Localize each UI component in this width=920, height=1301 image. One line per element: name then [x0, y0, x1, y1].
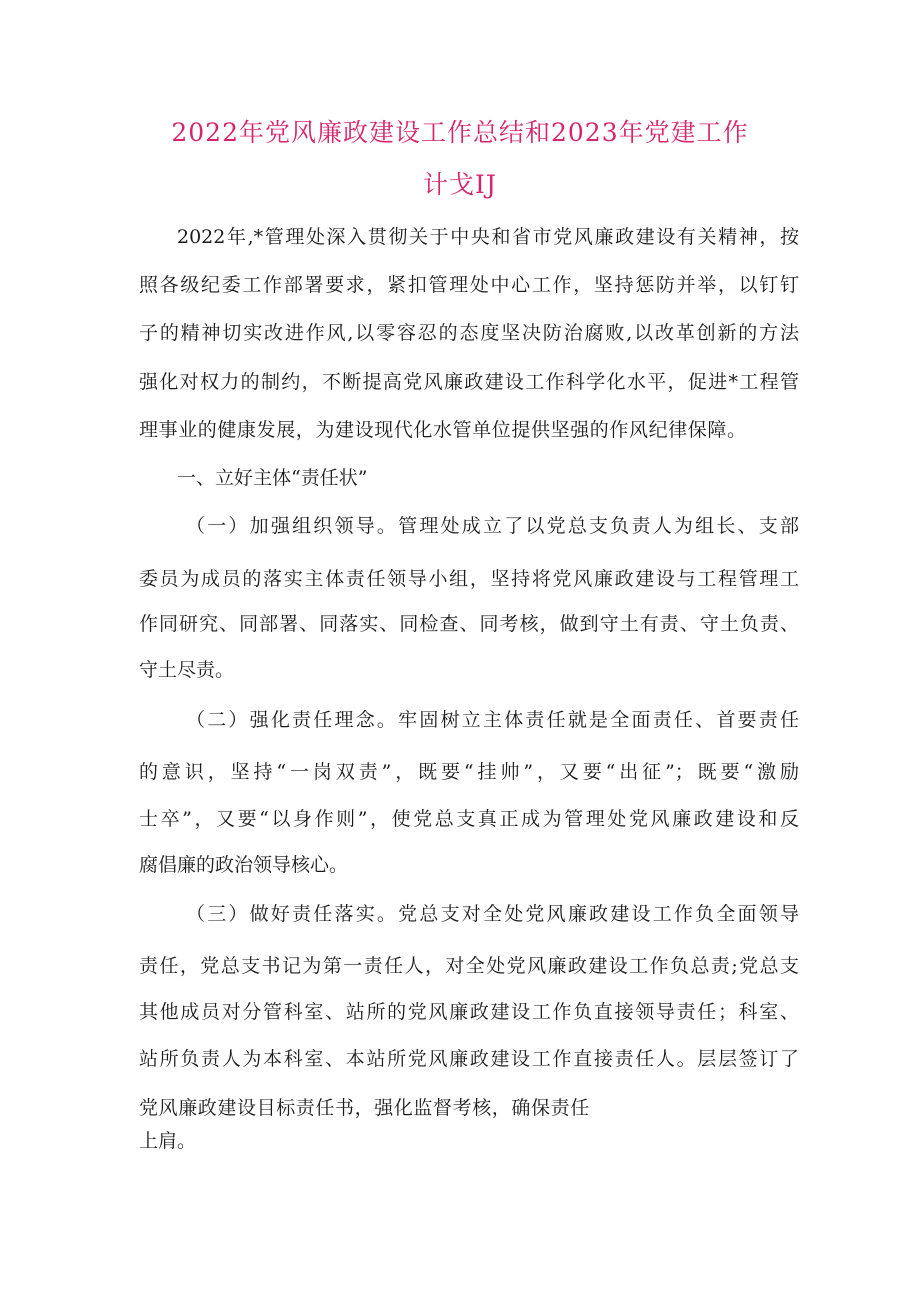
paragraph-line: 照各级纪委工作部署要求，紧扣管理处中心工作，坚持惩防并举，以钉钉 [139, 274, 799, 296]
paragraph-line: 强化对权力的制约，不断提高党风廉政建设工作科学化水平，促进*工程管 [139, 371, 799, 393]
paragraph-line: 2022年,*管理处深入贯彻关于中央和省市党风廉政建设有关精神，按 [177, 226, 799, 248]
paragraph-line: 其他成员对分管科室、站所的党风廉政建设工作负直接领导责任；科室、 [139, 1001, 799, 1023]
paragraph-line: （三）做好责任落实。党总支对全处党风廉政建设工作负全面领导 [186, 903, 799, 925]
paragraph-line: 党风廉政建设目标责任书，强化监督考核，确保责任 [139, 1097, 590, 1119]
paragraph-line: （二）强化责任理念。牢固树立主体责任就是全面责任、首要责任 [186, 709, 799, 731]
document-title-line-2: 计戈IJ [423, 170, 497, 199]
paragraph-line: 腐倡廉的政治领导核心。 [139, 854, 349, 876]
document-title-line-1: 2022年党风廉政建设工作总结和2023年党建工作 [171, 118, 749, 147]
paragraph-line: 理事业的健康发展，为建设现代化水管单位提供坚强的作风纪律保障。 [139, 419, 747, 441]
paragraph-line: 上肩。 [139, 1130, 197, 1152]
paragraph-line: 站所负责人为本科室、本站所党风廉政建设工作直接责任人。层层签订了 [139, 1048, 799, 1070]
paragraph-line: 责任，党总支书记为第一责任人，对全处党风廉政建设工作负总责;党总支 [139, 955, 799, 977]
paragraph-line: （一）加强组织领导。管理处成立了以党总支负责人为组长、支部 [186, 515, 799, 537]
paragraph-line: 士卒”，又要“以身作则”，使党总支真正成为管理处党风廉政建设和反 [139, 808, 799, 830]
paragraph-line: 的意识，坚持“一岗双责”，既要“挂帅”，又要“出征”；既要“激励 [139, 761, 799, 783]
paragraph-line: 守土尽责。 [139, 659, 235, 681]
paragraph-line: 子的精神切实改进作风,以零容忍的态度坚决防治腐败,以改革创新的方法 [139, 322, 799, 344]
paragraph-line: 委员为成员的落实主体责任领导小组，坚持将党风廉政建设与工程管理工 [139, 568, 799, 590]
section-heading: 一、立好主体“责任状” [177, 467, 368, 489]
paragraph-line: 作同研究、同部署、同落实、同检查、同考核，做到守土有责、守土负责、 [139, 613, 799, 635]
